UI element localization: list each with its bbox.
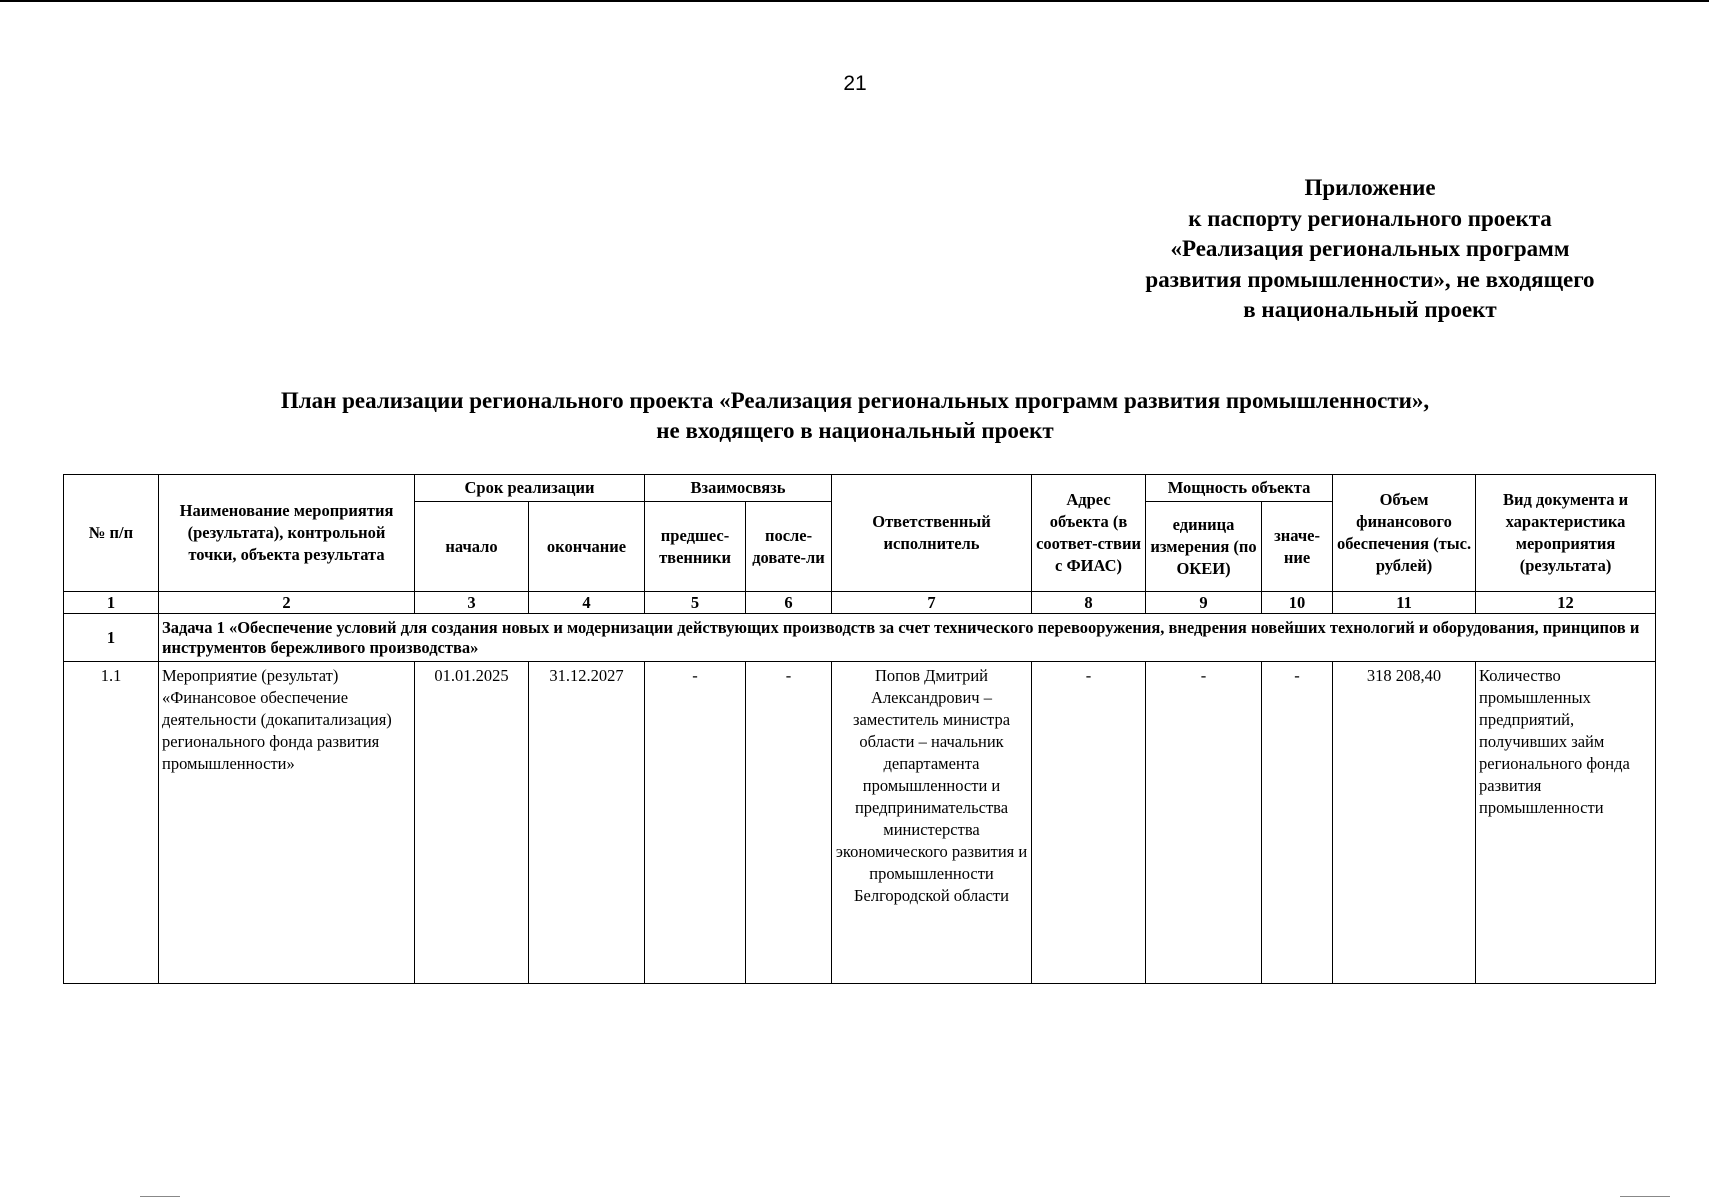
scan-artifact-right xyxy=(1620,1196,1670,1197)
scan-artifact-left xyxy=(140,1196,180,1197)
header-start: начало xyxy=(415,502,529,592)
page-number: 21 xyxy=(843,72,867,95)
header-successors: после-довате-ли xyxy=(746,502,832,592)
plan-title-line-1: План реализации регионального проекта «Реализация региональных программ развития промышленности», xyxy=(280,388,1430,413)
column-number: 4 xyxy=(529,592,645,614)
appendix-heading xyxy=(1090,173,1650,326)
row-name: Мероприятие (результат) «Финансовое обеспечение деятельности (докапитализация) регионального фонда развития промышленности» xyxy=(159,662,415,984)
header-financing: Объем финансового обеспечения (тыс. рублей) xyxy=(1333,475,1476,592)
plan-title-line-2: не входящего в национальный проект xyxy=(656,418,1054,443)
task-text: Задача 1 «Обеспечение условий для создания новых и модернизации действующих производств за счет технического перевооружения, внедрения новейших технологий и оборудования, принципов и инструментов бережливого производства» xyxy=(159,614,1656,662)
header-responsible: Ответственный исполнитель xyxy=(832,475,1032,592)
column-number: 5 xyxy=(645,592,746,614)
header-term: Срок реализации xyxy=(415,475,645,502)
header-doc-type: Вид документа и характеристика мероприятия (результата) xyxy=(1476,475,1656,592)
column-number: 9 xyxy=(1146,592,1262,614)
header-row-top xyxy=(64,475,1656,502)
column-number: 3 xyxy=(415,592,529,614)
row-responsible: Попов Дмитрий Александрович – заместитель министра области – начальник департамента промышленности и предпринимательства министерства экономического развития и промышленности Белгородской области xyxy=(832,662,1032,984)
header-num: № п/п xyxy=(64,475,159,592)
column-number: 1 xyxy=(64,592,159,614)
row-successors: - xyxy=(746,662,832,984)
row-end: 31.12.2027 xyxy=(529,662,645,984)
row-value: - xyxy=(1262,662,1333,984)
table-row xyxy=(64,662,1656,984)
column-number: 8 xyxy=(1032,592,1146,614)
appendix-line: развития промышленности», не входящего xyxy=(1145,266,1595,292)
row-financing: 318 208,40 xyxy=(1333,662,1476,984)
header-end: окончание xyxy=(529,502,645,592)
row-predecessors: - xyxy=(645,662,746,984)
appendix-line: Приложение xyxy=(1304,175,1436,200)
top-border-line xyxy=(0,0,1709,2)
implementation-plan-table xyxy=(63,474,1656,984)
header-relation: Взаимосвязь xyxy=(645,475,832,502)
row-unit: - xyxy=(1146,662,1262,984)
column-numbers-row xyxy=(64,592,1656,614)
column-number: 12 xyxy=(1476,592,1656,614)
appendix-line: «Реализация региональных программ xyxy=(1170,236,1570,261)
task-row xyxy=(64,614,1656,662)
row-num: 1.1 xyxy=(64,662,159,984)
header-unit: единица измерения (по ОКЕИ) xyxy=(1146,502,1262,592)
column-number: 7 xyxy=(832,592,1032,614)
row-address: - xyxy=(1032,662,1146,984)
header-address: Адрес объекта (в соответ-ствии с ФИАС) xyxy=(1032,475,1146,592)
header-value: значе-ние xyxy=(1262,502,1333,592)
column-number: 2 xyxy=(159,592,415,614)
header-capacity: Мощность объекта xyxy=(1146,475,1333,502)
appendix-line: в национальный проект xyxy=(1243,297,1497,322)
header-name: Наименование мероприятия (результата), контрольной точки, объекта результата xyxy=(159,475,415,592)
column-number: 10 xyxy=(1262,592,1333,614)
plan-title xyxy=(120,386,1590,446)
row-start: 01.01.2025 xyxy=(415,662,529,984)
column-number: 11 xyxy=(1333,592,1476,614)
task-number: 1 xyxy=(64,614,159,662)
column-number: 6 xyxy=(746,592,832,614)
appendix-line: к паспорту регионального проекта xyxy=(1188,205,1552,231)
header-predecessors: предшес-твенники xyxy=(645,502,746,592)
row-doc-type: Количество промышленных предприятий, получивших займ регионального фонда развития промышленности xyxy=(1476,662,1656,984)
